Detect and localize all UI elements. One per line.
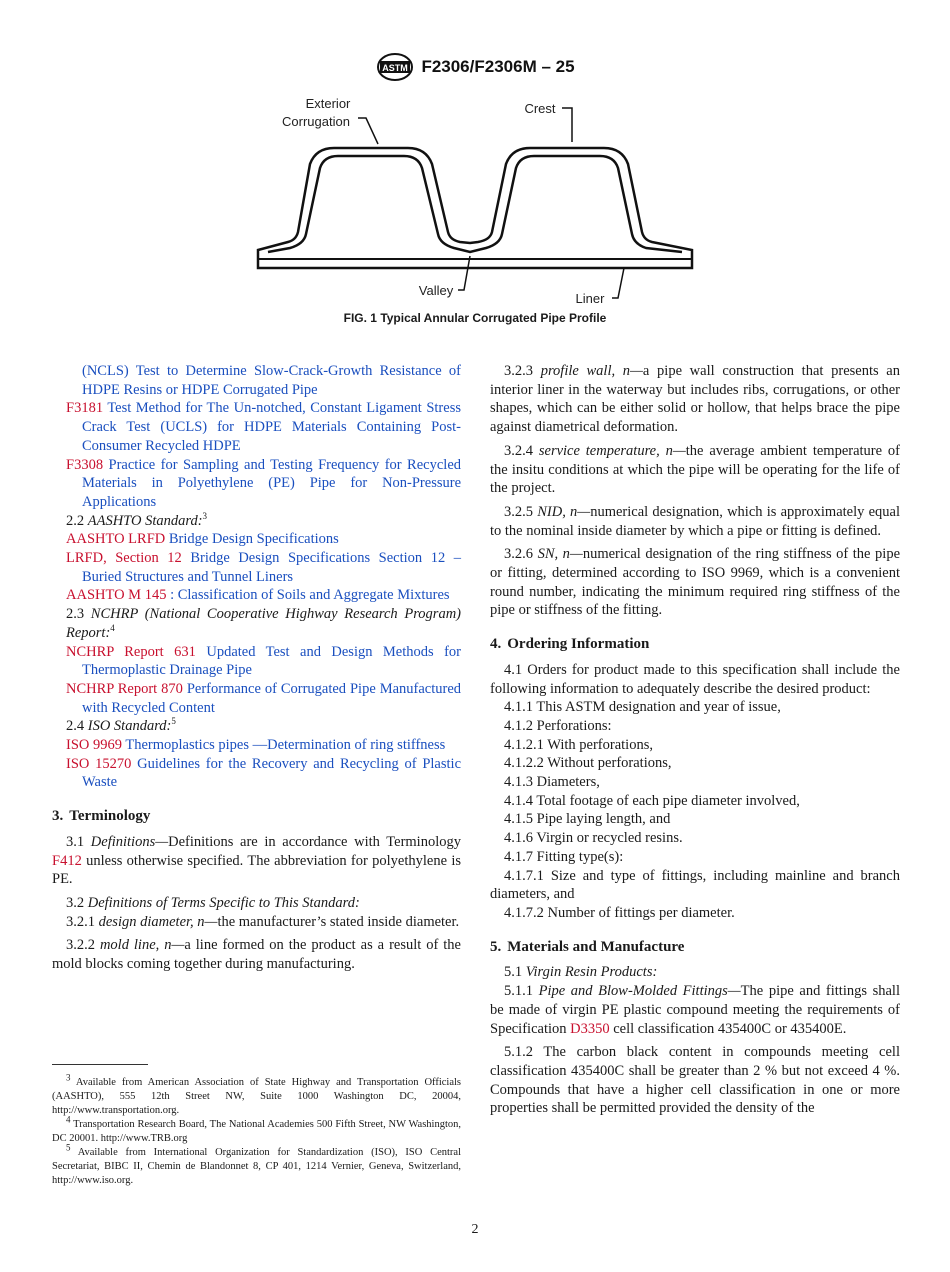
section-number: 2.2 [66,512,85,529]
exterior-leader [358,118,378,144]
ref-lrfd-section-12[interactable] [52,549,461,586]
page-header [0,52,950,82]
footnote-4: $^4$ Transportation Research Board, The National Academies 500 Fifth Street, NW Washington, DC 20001. http://www.TRB.org [52,1114,462,1144]
ref-title: Guidelines for the Recovery and Recycling of Plastic Waste [82,755,462,791]
section-3-heading [52,807,461,826]
label-crest: Crest [524,101,556,116]
section-number: 3.2.1 [66,913,95,930]
ref-title: Performance of Corrugated Pipe Manufactured with Recycled Content [82,680,462,716]
ref-code: LRFD, Section 12 [66,550,182,567]
pipe-profile-figure [250,92,700,312]
section-title: NCHRP (National Cooperative Highway Research Program) Report: [66,606,461,641]
section-number: 3.2.5 [504,503,533,520]
footnote-5: $^5$ Available from International Organization for Standardization (ISO), ISO Central Secretariat, BIBC II, Chemin de Blandonnet 8, CP 401, 1214 Vernier, Geneva, Switzerland, http://www.iso.org. [52,1142,461,1186]
section-title: Definitions of Terms Specific to This Standard: [87,894,360,911]
footnote-divider [52,1064,148,1065]
section-title: Virgin Resin Products: [525,964,658,981]
section-4-1-7: 4.1.7 Fitting type(s): [504,848,624,865]
section-4-heading [490,635,900,654]
crest-leader [562,108,572,142]
section-3-2 [52,894,461,913]
ref-f3181[interactable] [52,399,461,455]
section-4-1-5: 4.1.5 Pipe laying length, and [504,811,671,828]
ref-iso-15270[interactable] [52,755,461,792]
term: NID, n— [537,503,591,520]
section-title: Materials and Manufacture [507,938,685,955]
section-4-1-2-1: 4.1.2.1 With perforations, [504,736,653,753]
page-number: 2 [471,1222,479,1237]
section-5-1 [490,963,900,982]
ref-code: ISO 9969 [66,737,122,754]
ref-aashto-lrfd[interactable] [52,530,461,549]
footnotes [52,1064,461,1188]
section-number: 3.2.4 [504,442,533,459]
section-4-1-4: 4.1.4 Total footage of each pipe diameter involved, [504,792,800,809]
ref-code: NCHRP Report 631 [66,643,196,660]
document-designation: F2306/F2306M – 25 [421,57,575,76]
section-title: ISO Standard: [87,718,172,735]
section-title: Terminology [69,808,151,825]
ref-f412[interactable]: F412 [52,852,82,869]
valley-leader [458,256,470,290]
pipe-inner-profile [268,156,682,252]
footnote-3: $^3$ Available from American Association of State Highway and Transportation Officials (AASHTO), 555 12th Street NW, Suite 1000 Washington DC, 20004, http://www.transportation.org. [52,1072,461,1116]
section-number: 2.4 [66,718,85,735]
section-4-1-1: 4.1.1 This ASTM designation and year of issue, [504,699,781,716]
section-2-4 [52,717,461,736]
term: profile wall, n— [540,363,643,379]
ref-title: Bridge Design Specifications Section 12 – Buried Structures and Tunnel Liners [82,550,461,585]
section-2-3 [52,605,461,642]
ref-code: ISO 15270 [66,755,132,772]
section-4-1-7-1: 4.1.7.1 Size and type of fittings, including mainline and branch diameters, and [490,867,900,903]
section-number: 3.2 [66,894,85,911]
section-number: 3.2.2 [66,937,95,954]
section-3-1: 3.1 Definitions—Definitions are in accordance with Terminology F412 unless otherwise specified. The abbreviation for polyethylene is PE. [52,833,461,888]
term: SN, n— [537,546,583,563]
section-number: 3. [52,808,64,825]
term: mold line, n— [99,937,185,954]
section-5-1-1: 5.1.1 Pipe and Blow-Molded Fittings—The pipe and fittings shall be made of virgin PE plastic compound meeting the requirements of Specification D3350 cell classification 435400C or 435400E. [490,983,900,1037]
ref-ncls[interactable]: (NCLS) Test to Determine Slow-Crack-Growth Resistance of HDPE Resins or HDPE Corrugated Pipe [82,363,461,398]
section-number: 4. [490,636,502,653]
section-number: 3.2.6 [504,546,533,563]
section-3-2-6: 3.2.6 SN, n—numerical designation of the ring stiffness of the pipe or fitting, determined according to ISO 9969, which is a convenient round number, indicating the minimum required ring stiffness of the pipe or stiffness of the fitting. [490,546,901,619]
label-liner: Liner [575,291,605,306]
section-number: 2.3 [66,606,85,623]
section-title: Ordering Information [507,636,650,653]
ref-code: AASHTO M 145 [66,587,167,604]
label-corrugation: Corrugation [282,114,350,129]
ref-nchrp-870[interactable] [52,680,461,717]
ref-title: Updated Test and Design Methods for Thermoplastic Drainage Pipe [82,643,462,679]
section-4-1: 4.1 Orders for product made to this specification shall include the following information to adequately describe the desired product: [490,661,900,697]
label-exterior: Exterior [305,96,351,111]
section-3-2-5: 3.2.5 NID, n—numerical designation, which is approximately equal to the nominal inside diameter by which a pipe or fitting is defined. [490,503,900,539]
right-column [490,362,900,1123]
ref-aashto-m145[interactable] [52,586,461,605]
section-number: 3.2.3 [504,363,533,379]
section-3-2-2: 3.2.2 mold line, n—a line formed on the product as a result of the mold blocks coming together during manufacturing. [52,937,461,973]
section-3-2-3: 3.2.3 profile wall, n—a pipe wall construction that presents an interior liner in the waterway but includes ribs, corrugations, or other shapes, which can be either solid or hollow, that helps brace the pipe against diametrical deformation. [490,363,900,436]
section-5-1-2: 5.1.2 The carbon black content in compounds meeting cell classification 435400C shall be greater than 2 % but not exceed 4 %. Compounds that have a higher cell classification in one or more properties shall be permitted provided the density of the [490,1044,900,1117]
section-3-2-1: 3.2.1 design diameter, n—the manufacturer’s stated inside diameter. [66,913,460,930]
logo-text: ASTM [382,63,409,73]
term: Definitions— [90,833,169,850]
ref-code: AASHTO LRFD [66,531,166,548]
section-3-2-4: 3.2.4 service temperature, n—the average ambient temperature of the insitu conditions at which the pipe will be operating for the life of the project. [490,442,900,497]
section-4-1-2-2: 4.1.2.2 Without perforations, [504,755,672,772]
ref-title: Thermoplastics pipes —Determination of ring stiffness [125,737,446,754]
ref-title: Practice for Sampling and Testing Frequency for Recycled Materials in Polyethylene (PE) Pipe for Non-Pressure Applications [82,456,461,510]
term: design diameter, n— [98,913,218,930]
ref-title: Test Method for The Un-notched, Constant Ligament Stress Crack Test (UCLS) for HDPE Materials Containing Post- Consumer Recycled HDPE [82,400,461,454]
ref-code: F3181 [66,400,104,417]
section-number: 5. [490,938,502,955]
label-valley: Valley [418,283,454,298]
left-column [52,362,461,979]
term: Pipe and Blow-Molded Fittings— [538,983,741,1000]
ref-code: F3308 [66,456,104,473]
section-4-1-7-2: 4.1.7.2 Number of fittings per diameter. [504,904,735,921]
footnote-ref: 3 [202,510,208,521]
ref-code: NCHRP Report 870 [66,680,183,697]
figure-caption: FIG. 1 Typical Annular Corrugated Pipe Profile [343,311,607,325]
section-number: 5.1.1 [504,983,533,1000]
ref-d3350[interactable]: D3350 [570,1020,610,1037]
section-number: 5.1 [504,964,523,981]
footnote-ref: 5 [171,716,176,727]
liner-leader [612,268,624,298]
section-number: 3.1 [66,833,85,850]
ref-iso-9969[interactable] [52,736,461,755]
astm-logo-icon [375,52,415,82]
section-4-1-6: 4.1.6 Virgin or recycled resins. [504,830,683,847]
ref-f3308[interactable] [52,456,461,512]
section-4-1-3: 4.1.3 Diameters, [504,774,600,791]
ref-title: : Classification of Soils and Aggregate Mixtures [170,587,450,604]
section-title: AASHTO Standard: [87,512,203,529]
section-5-heading [490,938,900,957]
term: service temperature, n— [538,442,686,459]
ref-nchrp-631[interactable] [52,643,461,680]
section-2-2 [52,512,461,531]
ref-title: Bridge Design Specifications [168,531,339,548]
footnote-ref: 4 [110,623,115,634]
section-4-1-2: 4.1.2 Perforations: [504,717,612,734]
